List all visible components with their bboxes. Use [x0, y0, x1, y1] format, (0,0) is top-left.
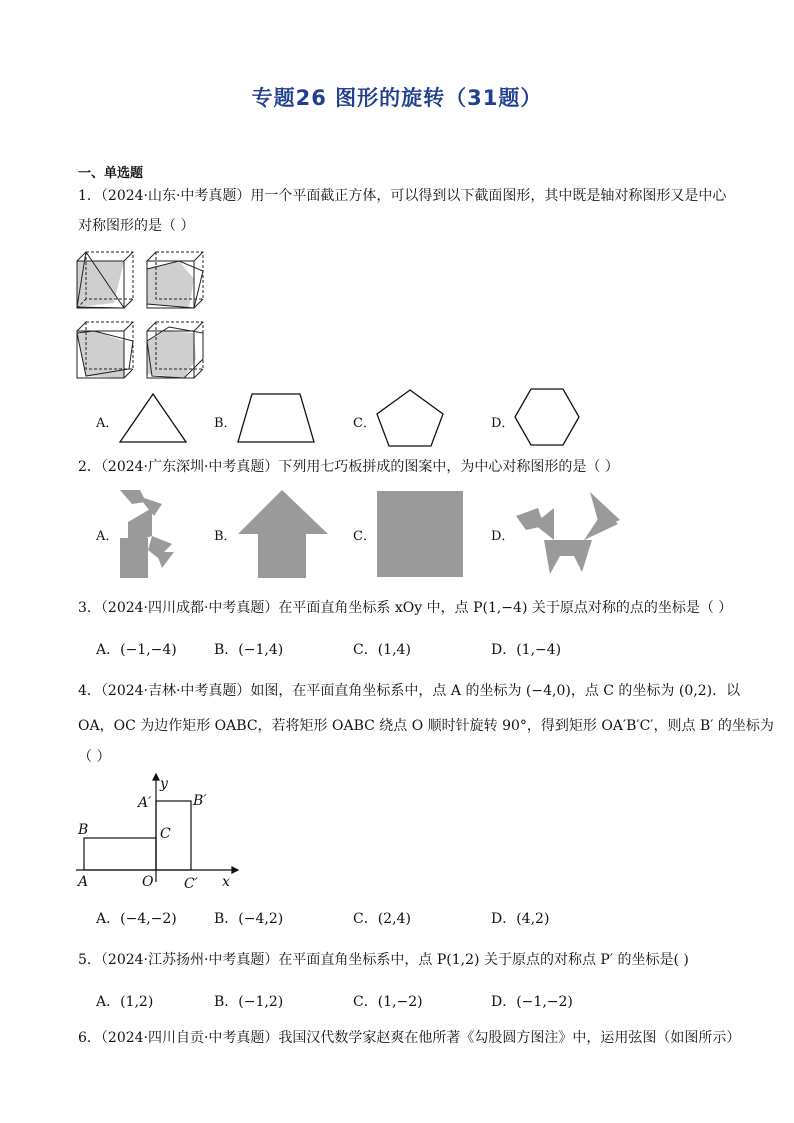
tangram-figure-b	[236, 488, 330, 580]
q5-option-c: C．(1,−2)	[353, 994, 423, 1010]
label-b: B	[78, 822, 89, 838]
label-x: x	[222, 874, 230, 890]
q4-option-a: A．(−4,−2)	[96, 911, 177, 927]
q3-option-d: D．(1,−4)	[491, 642, 562, 658]
question-4-line-3: （ ）	[78, 749, 111, 765]
coordinate-figure	[74, 772, 244, 892]
q4-option-c: C．(2,4)	[353, 911, 411, 927]
q2-option-b-label: B．	[214, 529, 237, 544]
q3-option-b: B．(−1,4)	[214, 642, 284, 658]
hexagon-shape	[513, 387, 581, 447]
section-heading: 一、单选题	[78, 166, 144, 181]
label-c: C	[160, 826, 171, 842]
q1-option-b-label: B．	[214, 416, 237, 431]
q5-option-a: A．(1,2)	[96, 994, 154, 1010]
tangram-figure-d	[514, 490, 624, 578]
tangram-figure-a	[118, 488, 178, 580]
label-a: A	[78, 874, 89, 890]
trapezoid-shape	[236, 392, 316, 444]
label-b-prime: B′	[193, 793, 207, 809]
question-6-line-1: 6．（2024·四川自贡·中考真题）我国汉代数学家赵爽在他所著《勾股圆方图注》中，运用弦图（如图所示）	[78, 1030, 741, 1046]
question-5-line-1: 5．（2024·江苏扬州·中考真题）在平面直角坐标系中，点 P(1,2) 关于原点的对称点 P′ 的坐标是( )	[78, 952, 689, 968]
tangram-figure-c	[376, 490, 464, 578]
question-4-line-2: OA，OC 为边作矩形 OABC，若将矩形 OABC 绕点 O 顺时针旋转 90°，得到矩形 OA′B′C′，则点 B′ 的坐标为	[78, 718, 774, 734]
page-title: 专题26 图形的旋转（31题）	[251, 86, 543, 110]
q2-option-d-label: D．	[491, 529, 515, 544]
q2-option-a-label: A．	[96, 529, 119, 544]
question-3-line-1: 3．（2024·四川成都·中考真题）在平面直角坐标系 xOy 中，点 P(1,−4) 关于原点对称的点的坐标是（ ）	[78, 600, 733, 616]
label-y: y	[160, 776, 168, 792]
q1-option-a-label: A．	[96, 416, 119, 431]
question-4-line-1: 4．（2024·吉林·中考真题）如图，在平面直角坐标系中，点 A 的坐标为 (−4,0)，点 C 的坐标为 (0,2)．以	[78, 683, 741, 699]
q1-option-d-label: D．	[491, 416, 515, 431]
triangle-shape	[118, 392, 188, 444]
question-2-line-1: 2．（2024·广东深圳·中考真题）下列用七巧板拼成的图案中，为中心对称图形的是（ ）	[78, 459, 619, 475]
q1-option-c-label: C．	[353, 416, 376, 431]
question-1-line-1: 1．（2024·山东·中考真题）用一个平面截正方体，可以得到以下截面图形，其中既是轴对称图形又是中心	[78, 188, 727, 204]
cube-2	[147, 252, 203, 308]
question-1-line-2: 对称图形的是（ ）	[78, 218, 195, 234]
q2-option-c-label: C．	[353, 529, 376, 544]
cube-1	[77, 252, 133, 308]
pentagon-shape	[375, 388, 445, 448]
label-c-prime: C′	[184, 876, 198, 892]
cube-cross-section-figures	[74, 249, 214, 381]
rectangle-oabc	[84, 838, 156, 870]
cube-4	[147, 322, 203, 378]
q5-option-b: B．(−1,2)	[214, 994, 284, 1010]
cube-3	[77, 322, 133, 378]
q4-option-d: D．(4,2)	[491, 911, 550, 927]
q3-option-a: A．(−1,−4)	[96, 642, 177, 658]
q5-option-d: D．(−1,−2)	[491, 994, 573, 1010]
label-a-prime: A′	[138, 795, 152, 811]
q4-option-b: B．(−4,2)	[214, 911, 284, 927]
label-o: O	[142, 874, 154, 890]
q3-option-c: C．(1,4)	[353, 642, 411, 658]
